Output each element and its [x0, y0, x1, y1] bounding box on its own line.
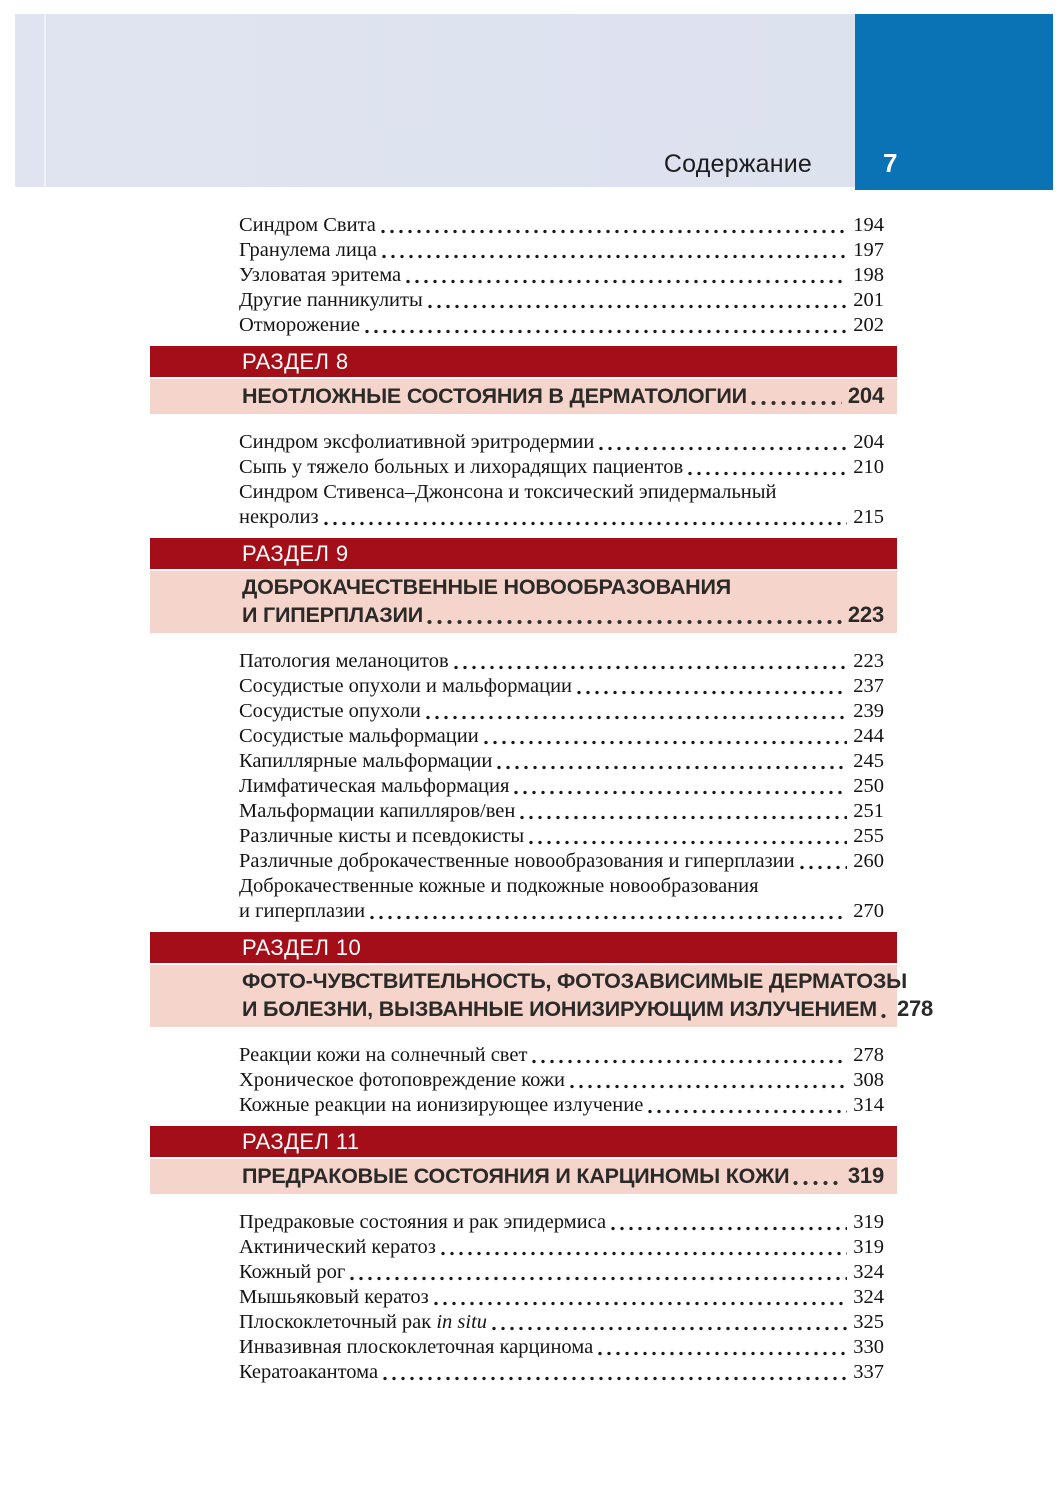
toc-entry-page: 278: [853, 1044, 884, 1066]
section-title-bar: [150, 1159, 897, 1194]
toc-entry: [239, 824, 884, 849]
toc-entry-page: 245: [853, 750, 884, 772]
toc-entry-label: Различные кисты и псевдокисты: [239, 825, 525, 847]
dot-leader: [427, 619, 842, 625]
dot-leader: [688, 471, 847, 476]
dot-leader: [800, 865, 848, 870]
dot-leader: [570, 1084, 847, 1089]
section-kicker-bar: [150, 346, 897, 377]
toc-entry: [239, 749, 884, 774]
toc-entry-page: 198: [853, 264, 884, 286]
toc-entry-label: Мышьяковый кератоз: [239, 1286, 429, 1308]
dot-leader: [529, 840, 847, 845]
dot-leader: [441, 1251, 847, 1256]
dot-leader: [365, 329, 847, 334]
toc-entry: [239, 1068, 884, 1093]
toc-entry: [239, 774, 884, 799]
toc-entry-page: 270: [853, 900, 884, 922]
toc-entry-page: 204: [853, 431, 884, 453]
toc-entry-page: 223: [853, 650, 884, 672]
section-kicker-bar: [150, 932, 897, 963]
section-title-row: [242, 382, 884, 410]
section-title-page: 204: [847, 383, 884, 408]
section-kicker-bar: [150, 1126, 897, 1157]
dot-leader: [454, 665, 848, 670]
toc-section-header: [150, 1126, 897, 1194]
toc-content: [150, 187, 934, 1393]
dot-leader: [381, 229, 847, 234]
toc-entry-label: Предраковые состояния и рак эпидермиса: [239, 1211, 607, 1233]
section-title-page: 223: [847, 602, 884, 627]
toc-entry: [239, 313, 884, 338]
section-title-page: 319: [847, 1163, 884, 1188]
toc-entry-group: [150, 1210, 897, 1385]
dot-leader: [599, 446, 847, 451]
toc-entry: [239, 1093, 884, 1118]
toc-entry: [239, 1260, 884, 1285]
dot-leader: [598, 1351, 847, 1356]
section-title-bar: [150, 965, 934, 1027]
toc-entry-page: 324: [853, 1261, 884, 1283]
dot-leader: [324, 521, 848, 526]
dot-leader: [751, 400, 842, 406]
toc-entry-page: 308: [853, 1069, 884, 1091]
toc-entry-page: 314: [853, 1094, 884, 1116]
toc-entry: [239, 1360, 884, 1385]
section-title-label: И БОЛЕЗНИ, ВЫЗВАННЫЕ ИОНИЗИРУЮЩИМ ИЗЛУЧЕНИЕМ: [242, 997, 877, 1021]
toc-entry-group: [150, 430, 897, 530]
dot-leader: [406, 279, 847, 284]
section-title-bar: [150, 379, 897, 414]
toc-section-header: [150, 538, 897, 633]
dot-leader: [434, 1301, 848, 1306]
section-title-row: [242, 601, 884, 629]
toc-entry-label: Кератоакантома: [239, 1361, 379, 1383]
toc-entry-page: 201: [853, 289, 884, 311]
header-band: [15, 14, 855, 187]
toc-entry-label: некролиз: [239, 506, 319, 528]
toc-entry-label: Сосудистые опухоли: [239, 700, 421, 722]
toc-entry: [239, 505, 884, 530]
toc-entry: [239, 213, 884, 238]
toc-entry: [239, 674, 884, 699]
toc-entry-line: Синдром Стивенса–Джонсона и токсический эпидермальный: [239, 481, 777, 503]
toc-entry-page: 330: [853, 1336, 884, 1358]
toc-entry-page: 210: [853, 456, 884, 478]
dot-leader: [881, 1013, 891, 1019]
toc-entry-label-italic: in situ: [436, 1311, 488, 1333]
toc-entry-page: 324: [853, 1286, 884, 1308]
dot-leader: [484, 740, 848, 745]
section-kicker-label: РАЗДЕЛ 9: [242, 540, 349, 566]
toc-entry: [239, 849, 884, 874]
section-title-label: НЕОТЛОЖНЫЕ СОСТОЯНИЯ В ДЕРМАТОЛОГИИ: [242, 384, 747, 408]
toc-entry-page: 215: [853, 506, 884, 528]
toc-entry-label: Капиллярные мальформации: [239, 750, 493, 772]
dot-leader: [497, 765, 847, 770]
toc-entry-group: [150, 213, 897, 338]
toc-entry-page: 239: [853, 700, 884, 722]
toc-entry: [239, 1210, 884, 1235]
toc-entry: [239, 1285, 884, 1310]
toc-entry: [239, 799, 884, 824]
toc-entry-label: Узловатая эритема: [239, 264, 402, 286]
toc-entry-label: Лимфатическая мальформация: [239, 775, 510, 797]
dot-leader: [492, 1326, 847, 1331]
toc-entry-label: Мальформации капилляров/вен: [239, 800, 516, 822]
dot-leader: [648, 1109, 847, 1114]
toc-entry-label: Сосудистые мальформации: [239, 725, 479, 747]
toc-entry: [239, 899, 884, 924]
section-title-line: ДОБРОКАЧЕСТВЕННЫЕ НОВООБРАЗОВАНИЯ: [242, 575, 731, 599]
toc-entry-page: 260: [853, 850, 884, 872]
section-title-line: ФОТО-ЧУВСТВИТЕЛЬНОСТЬ, ФОТОЗАВИСИМЫЕ ДЕРМАТОЗЫ: [242, 969, 907, 993]
toc-entry: [239, 263, 884, 288]
section-title-label: ПРЕДРАКОВЫЕ СОСТОЯНИЯ И КАРЦИНОМЫ КОЖИ: [242, 1164, 790, 1188]
section-title-bar: [150, 571, 897, 633]
toc-entry-page: 250: [853, 775, 884, 797]
dot-leader: [577, 690, 847, 695]
toc-entry-label: Другие панникулиты: [239, 289, 423, 311]
section-title-row: [242, 995, 934, 1023]
toc-entry-label: Сыпь у тяжело больных и лихорадящих пациентов: [239, 456, 684, 478]
toc-entry-label: и гиперплазии: [239, 900, 366, 922]
toc-entry: [239, 288, 884, 313]
toc-entry: [239, 1235, 884, 1260]
toc-entry-label: Отморожение: [239, 314, 361, 336]
toc-entry-group: [150, 649, 897, 924]
section-title-label: И ГИПЕРПЛАЗИИ: [242, 603, 424, 627]
toc-entry: [239, 649, 884, 674]
toc-entry-group: [150, 1043, 897, 1118]
toc-entry: [239, 1310, 884, 1335]
toc-entry: [239, 1335, 884, 1360]
toc-entry-page: 319: [853, 1236, 884, 1258]
toc-entry-label: Гранулема лица: [239, 239, 377, 261]
toc-entry-page: 319: [853, 1211, 884, 1233]
page-number: 7: [883, 148, 898, 178]
toc-entry: [239, 724, 884, 749]
dot-leader: [370, 915, 847, 920]
toc-entry-label: Кожные реакции на ионизирующее излучение: [239, 1094, 644, 1116]
dot-leader: [514, 790, 847, 795]
toc-entry-page: 197: [853, 239, 884, 261]
toc-entry-label: Инвазивная плоскоклеточная карцинома: [239, 1336, 594, 1358]
toc-entry-page: 244: [853, 725, 884, 747]
page-title: Содержание: [663, 150, 812, 178]
toc-entry-label: Сосудистые опухоли и мальформации: [239, 675, 573, 697]
toc-entry-label: Реакции кожи на солнечный свет: [239, 1044, 528, 1066]
toc-entry-page: 194: [853, 214, 884, 236]
header-band-divider: [44, 14, 46, 187]
page-number-box: [855, 14, 1053, 190]
dot-leader: [428, 304, 848, 309]
toc-entry-label: Различные доброкачественные новообразования и гиперплазии: [239, 850, 795, 872]
section-title-row: [242, 1162, 884, 1190]
section-kicker-bar: [150, 538, 897, 569]
toc-section-header: [150, 932, 934, 1027]
dot-leader: [611, 1226, 847, 1231]
toc-entry-page: 237: [853, 675, 884, 697]
section-kicker-label: РАЗДЕЛ 10: [242, 934, 362, 960]
toc-entry-page: 325: [853, 1311, 884, 1333]
dot-leader: [426, 715, 847, 720]
section-title-page: 278: [896, 996, 934, 1021]
toc-entry-line: Доброкачественные кожные и подкожные новообразования: [239, 875, 759, 897]
toc-entry-label: Синдром Свита: [239, 214, 376, 236]
toc-entry-label: Хроническое фотоповреждение кожи: [239, 1069, 566, 1091]
toc-entry-label: Актинический кератоз: [239, 1236, 436, 1258]
dot-leader: [383, 1376, 847, 1381]
dot-leader: [350, 1276, 847, 1281]
toc-entry: [239, 699, 884, 724]
toc-section-header: [150, 346, 897, 414]
toc-entry-label: Синдром эксфолиативной эритродермии: [239, 431, 595, 453]
toc-entry-page: 202: [853, 314, 884, 336]
toc-entry: [239, 1043, 884, 1068]
dot-leader: [793, 1180, 842, 1186]
toc-entry-page: 251: [853, 800, 884, 822]
dot-leader: [532, 1059, 847, 1064]
toc-entry-label: Патология меланоцитов: [239, 650, 449, 672]
toc-entry: [239, 430, 884, 455]
toc-entry-label: Кожный рог: [239, 1261, 346, 1283]
dot-leader: [520, 815, 847, 820]
toc-entry: [239, 455, 884, 480]
toc-entry-page: 337: [853, 1361, 884, 1383]
section-kicker-label: РАЗДЕЛ 8: [242, 348, 349, 374]
section-kicker-label: РАЗДЕЛ 11: [242, 1128, 360, 1154]
toc-entry: [239, 238, 884, 263]
dot-leader: [382, 254, 847, 259]
toc-entry-label: Плоскоклеточный рак in situ: [239, 1311, 488, 1333]
toc-entry-page: 255: [853, 825, 884, 847]
